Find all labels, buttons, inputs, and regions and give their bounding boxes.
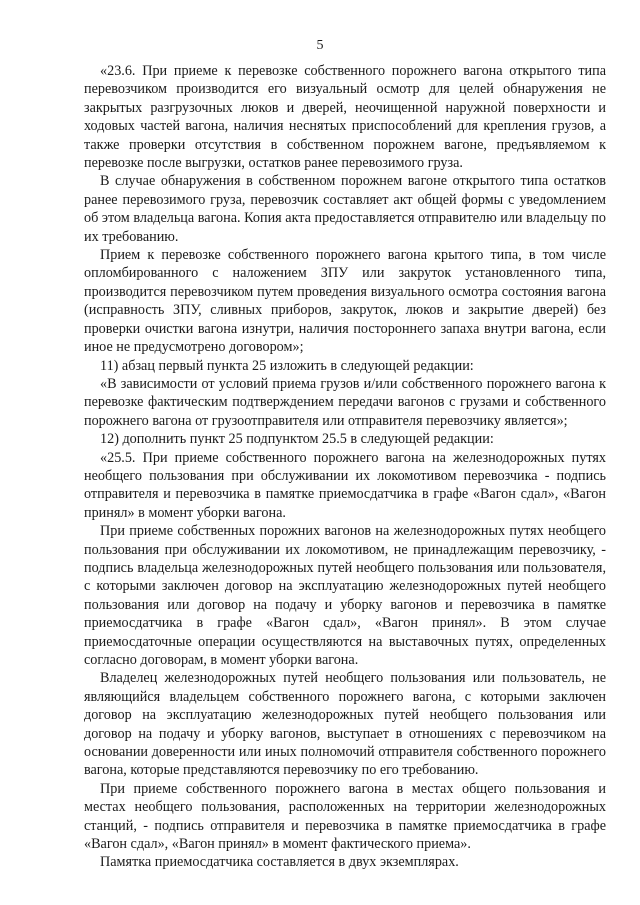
paragraph-item-11: 11) абзац первый пункта 25 изложить в следующей редакции: [100,357,474,374]
paragraph-residue-act: В случае обнаружения в собственном порожнем вагоне открытого типа остатков ранее перевозимого груза, перевозчик составляет акт общей формы с уведомлением об этом владельца вагона. Копия акта предоставляется отправителю или владельцу по их требованию. [84,173,606,245]
page-number: 5 [316,38,324,53]
paragraph-item-12: 12) дополнить пункт 25 подпунктом 25.5 в следующей редакции: [100,431,494,448]
paragraph-public-places: При приеме собственного порожнего вагона в местах общего пользования и местах необщего пользования, расположенных на территории железнодорожных станций, - подпись отправителя и перевозчика в памятке приемосдатчика в графе «Вагон сдал», «Вагон принял» в момент фактического приема». [84,780,606,853]
paragraph-23-6: «23.6. При приеме к перевозке собственного порожнего вагона открытого типа перевозчиком производится его визуальный осмотр для целей обнаружения не закрытых разгрузочных люков и дверей, неочищенной наружной поверхности и ходовых частей вагона, наличия неснятых приспособлений для крепления грузов, а также проверки отсутствия в собственном порожнем вагоне, предъявляемом к перевозке после выгрузки, остатков ранее перевозимого груза. [84,63,606,172]
paragraph-two-copies: Памятка приемосдатчика составляется в двух экземплярах. [100,854,459,871]
document-body [84,62,606,872]
paragraph-covered-wagon: Прием к перевозке собственного порожнего вагона крытого типа, в том числе опломбированного с наложением ЗПУ или закруток установленного типа, производится перевозчиком путем проведения визуального осмотра состояния вагона (исправность ЗПУ, сливных приборов, закруток, люков и закрытие дверей) без проверки очистки вагона изнутри, наличия постороннего запаха внутри вагона, если иное не предусмотрено договором»; [84,247,606,356]
paragraph-track-owner: Владелец железнодорожных путей необщего пользования или пользователь, не являющийся владельцем собственного порожнего вагона, с которыми заключен договор на эксплуатацию железнодорожных путей необщего пользования или договор на подачу и уборку вагонов, выступает в отношениях с перевозчиком на основании доверенности или иных полномочий отправителя собственного порожнего вагона, которые представляются перевозчику по его требованию. [84,670,606,779]
paragraph-item-11-text: «В зависимости от условий приема грузов и/или собственного порожнего вагона к перевозке фактическим подтверждением передачи вагонов с грузами и собственного порожнего вагона от грузоотправителя или отправителя перевозчику является»; [84,375,606,429]
paragraph-25-5: «25.5. При приеме собственного порожнего вагона на железнодорожных путях необщего пользования при обслуживании их локомотивом перевозчика - подпись отправителя и перевозчика в памятке приемосдатчика в графе «Вагон сдал», «Вагон принял» в момент уборки вагона. [84,449,606,521]
paragraph-foreign-locomotive: При приеме собственных порожних вагонов на железнодорожных путях необщего пользования при обслуживании их локомотивом, не принадлежащим перевозчику, - подпись владельца железнодорожных путей необщего пользования или пользователя, с которыми заключен договор на эксплуатацию железнодорожных путей необщего пользования или договор на подачу и уборку вагонов и перевозчика в памятке приемосдатчика в графе «Вагон сдал», «Вагон принял». В этом случае приемосдаточные операции осуществляются на выставочных путях, определенных согласно договорам, в момент уборки вагона. [84,523,606,668]
